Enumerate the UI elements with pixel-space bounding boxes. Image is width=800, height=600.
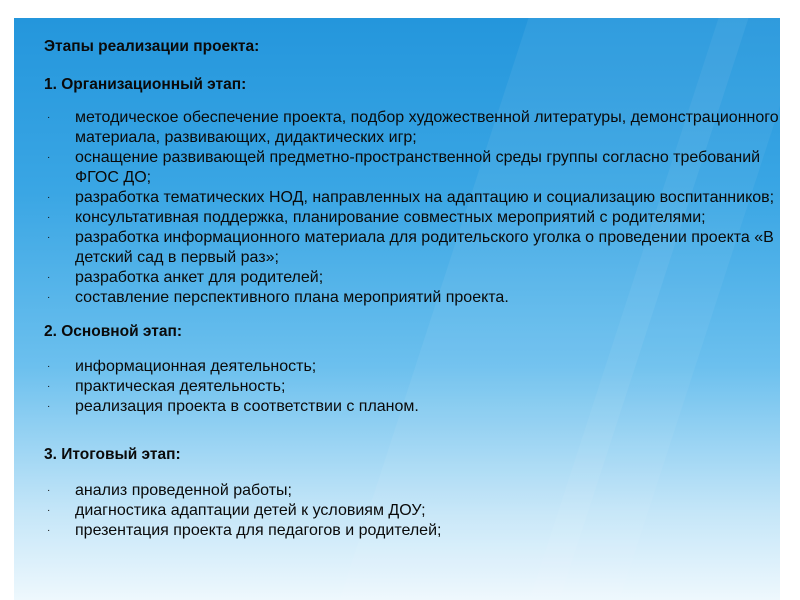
list-item-text: разработка информационного материала для родительского уголка о проведении проекта «В детский сад в первый раз»; — [75, 229, 774, 266]
list-item — [44, 377, 779, 397]
list-item — [44, 208, 779, 228]
stage-items — [44, 357, 779, 417]
slide-title: Этапы реализации проекта: — [44, 38, 260, 55]
bullet-icon: · — [47, 272, 51, 283]
list-item — [44, 397, 779, 417]
list-item-text: практическая деятельность; — [75, 378, 286, 395]
bullet-icon: · — [47, 112, 51, 123]
list-item — [44, 501, 779, 521]
list-item-text: разработка анкет для родителей; — [75, 269, 324, 286]
list-item-text: оснащение развивающей предметно-пространственной среды группы согласно требований ФГОС ДО; — [75, 149, 761, 186]
list-item-text: консультативная поддержка, планирование совместных мероприятий с родителями; — [75, 209, 706, 226]
list-item — [44, 288, 779, 308]
bullet-icon: · — [47, 232, 51, 243]
stage-section — [44, 76, 779, 308]
stage-heading: 1. Организационный этап: — [44, 76, 247, 93]
bullet-icon: · — [47, 152, 51, 163]
list-item — [44, 481, 779, 501]
list-item-text: презентация проекта для педагогов и родителей; — [75, 522, 442, 539]
list-item — [44, 357, 779, 377]
stage-items — [44, 481, 779, 541]
bullet-icon: · — [47, 401, 51, 412]
bullet-icon: · — [47, 212, 51, 223]
list-item-text: информационная деятельность; — [75, 358, 317, 375]
content-panel — [14, 18, 780, 600]
list-item-text: разработка тематических НОД, направленных на адаптацию и социализацию воспитанников; — [75, 189, 775, 206]
list-item — [44, 268, 779, 288]
bullet-icon: · — [47, 485, 51, 496]
stage-heading: 3. Итоговый этап: — [44, 446, 181, 463]
bullet-icon: · — [47, 381, 51, 392]
list-item — [44, 148, 779, 188]
list-item-text: диагностика адаптации детей к условиям ДОУ; — [75, 502, 426, 519]
bullet-icon: · — [47, 292, 51, 303]
list-item — [44, 108, 779, 148]
list-item — [44, 228, 779, 268]
list-item — [44, 521, 779, 541]
stage-section — [44, 323, 779, 417]
list-item-text: составление перспективного плана мероприятий проекта. — [75, 289, 509, 306]
list-item-text: реализация проекта в соответствии с планом. — [75, 398, 419, 415]
bullet-icon: · — [47, 192, 51, 203]
list-item-text: анализ проведенной работы; — [75, 482, 292, 499]
bullet-icon: · — [47, 525, 51, 536]
list-item — [44, 188, 779, 208]
stage-items — [44, 108, 779, 308]
stage-section — [44, 446, 779, 541]
bullet-icon: · — [47, 361, 51, 372]
list-item-text: методическое обеспечение проекта, подбор художественной литературы, демонстрационного материала, развивающих, дидактических игр; — [75, 109, 779, 146]
stage-heading: 2. Основной этап: — [44, 323, 183, 340]
bullet-icon: · — [47, 505, 51, 516]
slide-content — [44, 38, 779, 541]
